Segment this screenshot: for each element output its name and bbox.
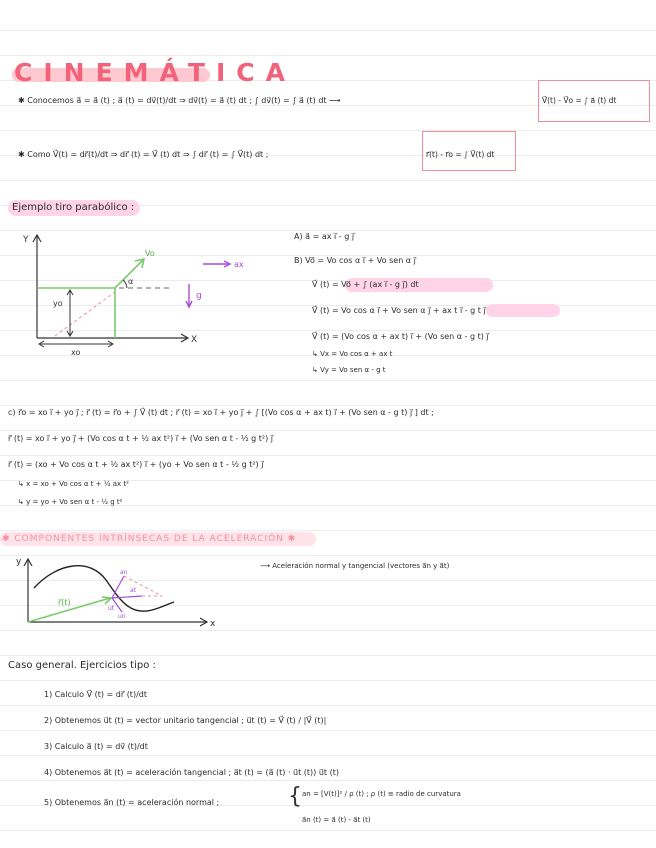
yo-dimension bbox=[67, 290, 73, 336]
tiro-b6: ↳ Vy = Vo sen α - g t bbox=[312, 366, 386, 374]
vo-label: Vo bbox=[145, 249, 155, 258]
tiro-heading: Ejemplo tiro parabólico : bbox=[12, 202, 135, 213]
tiro-y-label: Y bbox=[23, 235, 29, 245]
tiro-b5: ↳ Vx = Vo cos α + ax t bbox=[312, 350, 393, 358]
tiro-b4: V⃗ (t) = (Vo cos α + ax t) i⃗ + (Vo sen α - g t) j⃗ bbox=[312, 332, 489, 341]
yo-label: yo bbox=[53, 299, 63, 308]
intro-line-2: ✱ Como V⃗(t) = dr⃗(t)/dt ⇒ dr⃗ (t) = V⃗ (t) dt ⇒ ∫ dr⃗ (t) = ∫ V⃗(t) dt ; bbox=[18, 150, 269, 159]
caso-step-5-an-vector: a⃗n (t) = a⃗ (t) - a⃗t (t) bbox=[302, 816, 371, 824]
caso-step-5: 5) Obtenemos a⃗n (t) = aceleración normal ; bbox=[44, 798, 220, 807]
pos-c1: c) r⃗o = xo i⃗ + yo j⃗ ; r⃗ (t) = r⃗o + ∫ V⃗ (t) dt ; r⃗ (t) = xo i⃗ + yo j⃗ + ∫ [(Vo cos α + ax t) i⃗ + (Vo sen α - g t) j⃗ ] dt ; bbox=[8, 408, 434, 417]
pos-c3: r⃗ (t) = (xo + Vo cos α t + ½ ax t²) i⃗ + (yo + Vo sen α t - ½ g t²) j⃗ bbox=[8, 460, 264, 469]
tiro-x-label: X bbox=[191, 335, 198, 345]
tiro-b3: V⃗ (t) = Vo cos α i⃗ + Vo sen α j⃗ + ax t i⃗ - g t j⃗ bbox=[312, 306, 486, 315]
intrinsecas-diagram bbox=[10, 552, 230, 632]
alpha-arc bbox=[123, 280, 127, 288]
intrinsecas-note: ⟶ Aceleración normal y tangencial (vectores a⃗n y a⃗t) bbox=[260, 562, 450, 570]
g-label: g bbox=[196, 291, 202, 301]
caso-step-2: 2) Obtenemos u⃗t (t) = vector unitario tangencial ; u⃗t (t) = V⃗ (t) / |V⃗ (t)| bbox=[44, 716, 327, 725]
r-label: r⃗(t) bbox=[58, 598, 71, 607]
tiro-b2: V⃗ (t) = Vo⃗ + ∫ (ax i⃗ - g j⃗) dt bbox=[312, 280, 419, 289]
pink-dashed-line bbox=[55, 292, 115, 336]
pos-c4: ↳ x = xo + Vo cos α t + ½ ax t² bbox=[18, 480, 129, 488]
ax-label: ax bbox=[234, 260, 244, 269]
tiro-b1: B) Vo⃗ = Vo cos α i⃗ + Vo sen α j⃗ bbox=[294, 256, 416, 265]
at-label: at bbox=[130, 587, 137, 594]
launch-platform bbox=[37, 288, 115, 338]
tiro-b3-highlight bbox=[486, 304, 560, 317]
xo-dimension bbox=[39, 341, 113, 347]
g-arrow bbox=[186, 284, 192, 307]
caso-step-4: 4) Obtenemos a⃗t (t) = aceleración tangencial ; a⃗t (t) = (a⃗ (t) · u⃗t (t)) u⃗t (t) bbox=[44, 768, 339, 777]
intrinsecas-y-label: y bbox=[16, 557, 22, 567]
caso-step-5-brace: { bbox=[288, 784, 302, 809]
tiro-diagram bbox=[15, 226, 265, 361]
trajectory-curve bbox=[34, 566, 174, 612]
tiro-a: A) a⃗ = ax i⃗ - g j⃗ bbox=[294, 232, 355, 241]
intrinsecas-heading: ✱ COMPONENTES INTRÍNSECAS DE LA ACELERACIÓN ✱ bbox=[2, 534, 297, 544]
caso-step-1: 1) Calculo V⃗ (t) = dr⃗ (t)/dt bbox=[44, 690, 147, 699]
pos-c2: r⃗ (t) = xo i⃗ + yo j⃗ + (Vo cos α t + ½ ax t²) i⃗ + (Vo sen α t - ½ g t²) j⃗ bbox=[8, 434, 273, 443]
page-title: CINEMÁTICA bbox=[14, 58, 296, 87]
ax-arrow bbox=[203, 261, 230, 267]
intro-box-2-text: r⃗(t) - r⃗o = ∫ V⃗(t) dt bbox=[426, 150, 495, 159]
pos-c5: ↳ y = yo + Vo sen α t - ½ g t² bbox=[18, 498, 123, 506]
intro-box-1-text: V⃗(t) - V⃗o = ∫ a⃗ (t) dt bbox=[542, 96, 617, 105]
xo-label: xo bbox=[71, 348, 81, 357]
caso-step-5-an: an = [V(t)]² / ρ (t) ; ρ (t) ≡ radio de curvatura bbox=[302, 790, 461, 798]
un-label: un bbox=[118, 613, 126, 620]
caso-heading: Caso general. Ejercicios tipo : bbox=[8, 660, 156, 671]
intro-line-1: ✱ Conocemos a⃗ = a⃗ (t) ; a⃗ (t) = dv⃗(t)/dt ⇒ dv⃗(t) = a⃗ (t) dt ; ∫ dv⃗(t) = ∫ a⃗ (t) dt ⟶ bbox=[18, 96, 341, 105]
ut-label: ut bbox=[108, 605, 115, 612]
caso-step-3: 3) Calculo a⃗ (t) = dv⃗ (t)/dt bbox=[44, 742, 148, 751]
an-label: an bbox=[120, 569, 128, 576]
intrinsecas-x-label: x bbox=[210, 619, 216, 629]
alpha-label: α bbox=[128, 277, 134, 286]
